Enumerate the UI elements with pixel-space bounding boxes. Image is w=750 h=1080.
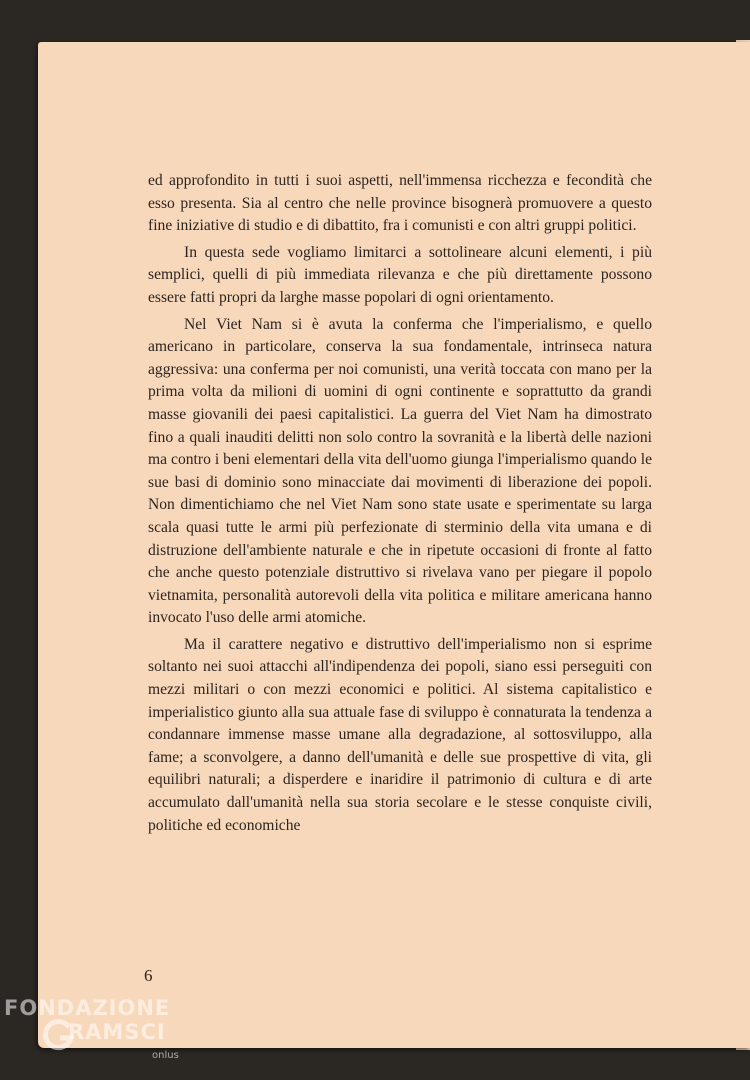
fondazione-gramsci-watermark [2, 996, 192, 1066]
page-number: 6 [144, 966, 153, 985]
watermark-line-2: RAMSCI [68, 1020, 166, 1044]
watermark-onlus: onlus [152, 1050, 179, 1061]
paragraph-2: In questa sede vogliamo limitarci a sottolineare alcuni elementi, i più semplici, quelli di più immediata rilevanza e che più direttamente possono essere fatti propri da larghe masse popolari di ogni orientamento. [148, 243, 652, 306]
watermark-line-1: FONDAZIONE [4, 996, 171, 1020]
paragraph-4: Ma il carattere negativo e distruttivo dell'imperialismo non si esprime soltanto nei suoi attacchi all'indipendenza dei popoli, siano essi perseguiti con mezzi militari o con mezzi economici e politici. Al sistema capitalistico e imperialistico giunto alla sua attuale fase di sviluppo è connaturata la tendenza a condannare immense masse umane alla degradazione, al sottosviluppo, alla fame; a sconvolgere, a danno dell'umanità e delle sue prospettive di vita, gli equilibri naturali; a disperdere e inaridire il patrimonio di cultura e di arte accumulato dall'umanità nella sua storia secolare e le stesse conquiste civili, politiche ed economiche [148, 635, 652, 834]
paragraph-3: Nel Viet Nam si è avuta la conferma che l'imperialismo, e quello americano in particolare, conserva la sua fondamentale, intrinseca natura aggressiva: una conferma per noi comunisti, una verità toccata con mano per la prima volta da milioni di uomini di ogni continente e soprattutto da grandi masse giovanili dei paesi capitalistici. La guerra del Viet Nam ha dimostrato fino a quali inauditi delitti non solo contro la sovranità e la libertà delle nazioni ma contro i beni elementari della vita dell'uomo giunga l'imperialismo quando le sue basi di dominio sono minacciate dai movimenti di liberazione dei popoli. Non dimentichiamo che nel Viet Nam sono state usate e sperimentate su larga scala quasi tutte le armi più perfezionate di sterminio della vita umana e di distruzione dell'ambiente naturale e che in ripetute occasioni di fronte al fatto che anche questo potenziale distruttivo si rivelava vano per piegare il popolo vietnamita, personalità autorevoli della vita politica e militare americana hanno invocato l'uso delle armi atomiche. [148, 315, 652, 627]
body-text [148, 170, 652, 841]
paragraph-1: ed approfondito in tutti i suoi aspetti, nell'immensa ricchezza e fecondità che esso presenta. Sia al centro che nelle province bisognerà promuovere a questo fine iniziative di studio e di dibattito, fra i comunisti e con altri gruppi politici. [148, 172, 652, 235]
